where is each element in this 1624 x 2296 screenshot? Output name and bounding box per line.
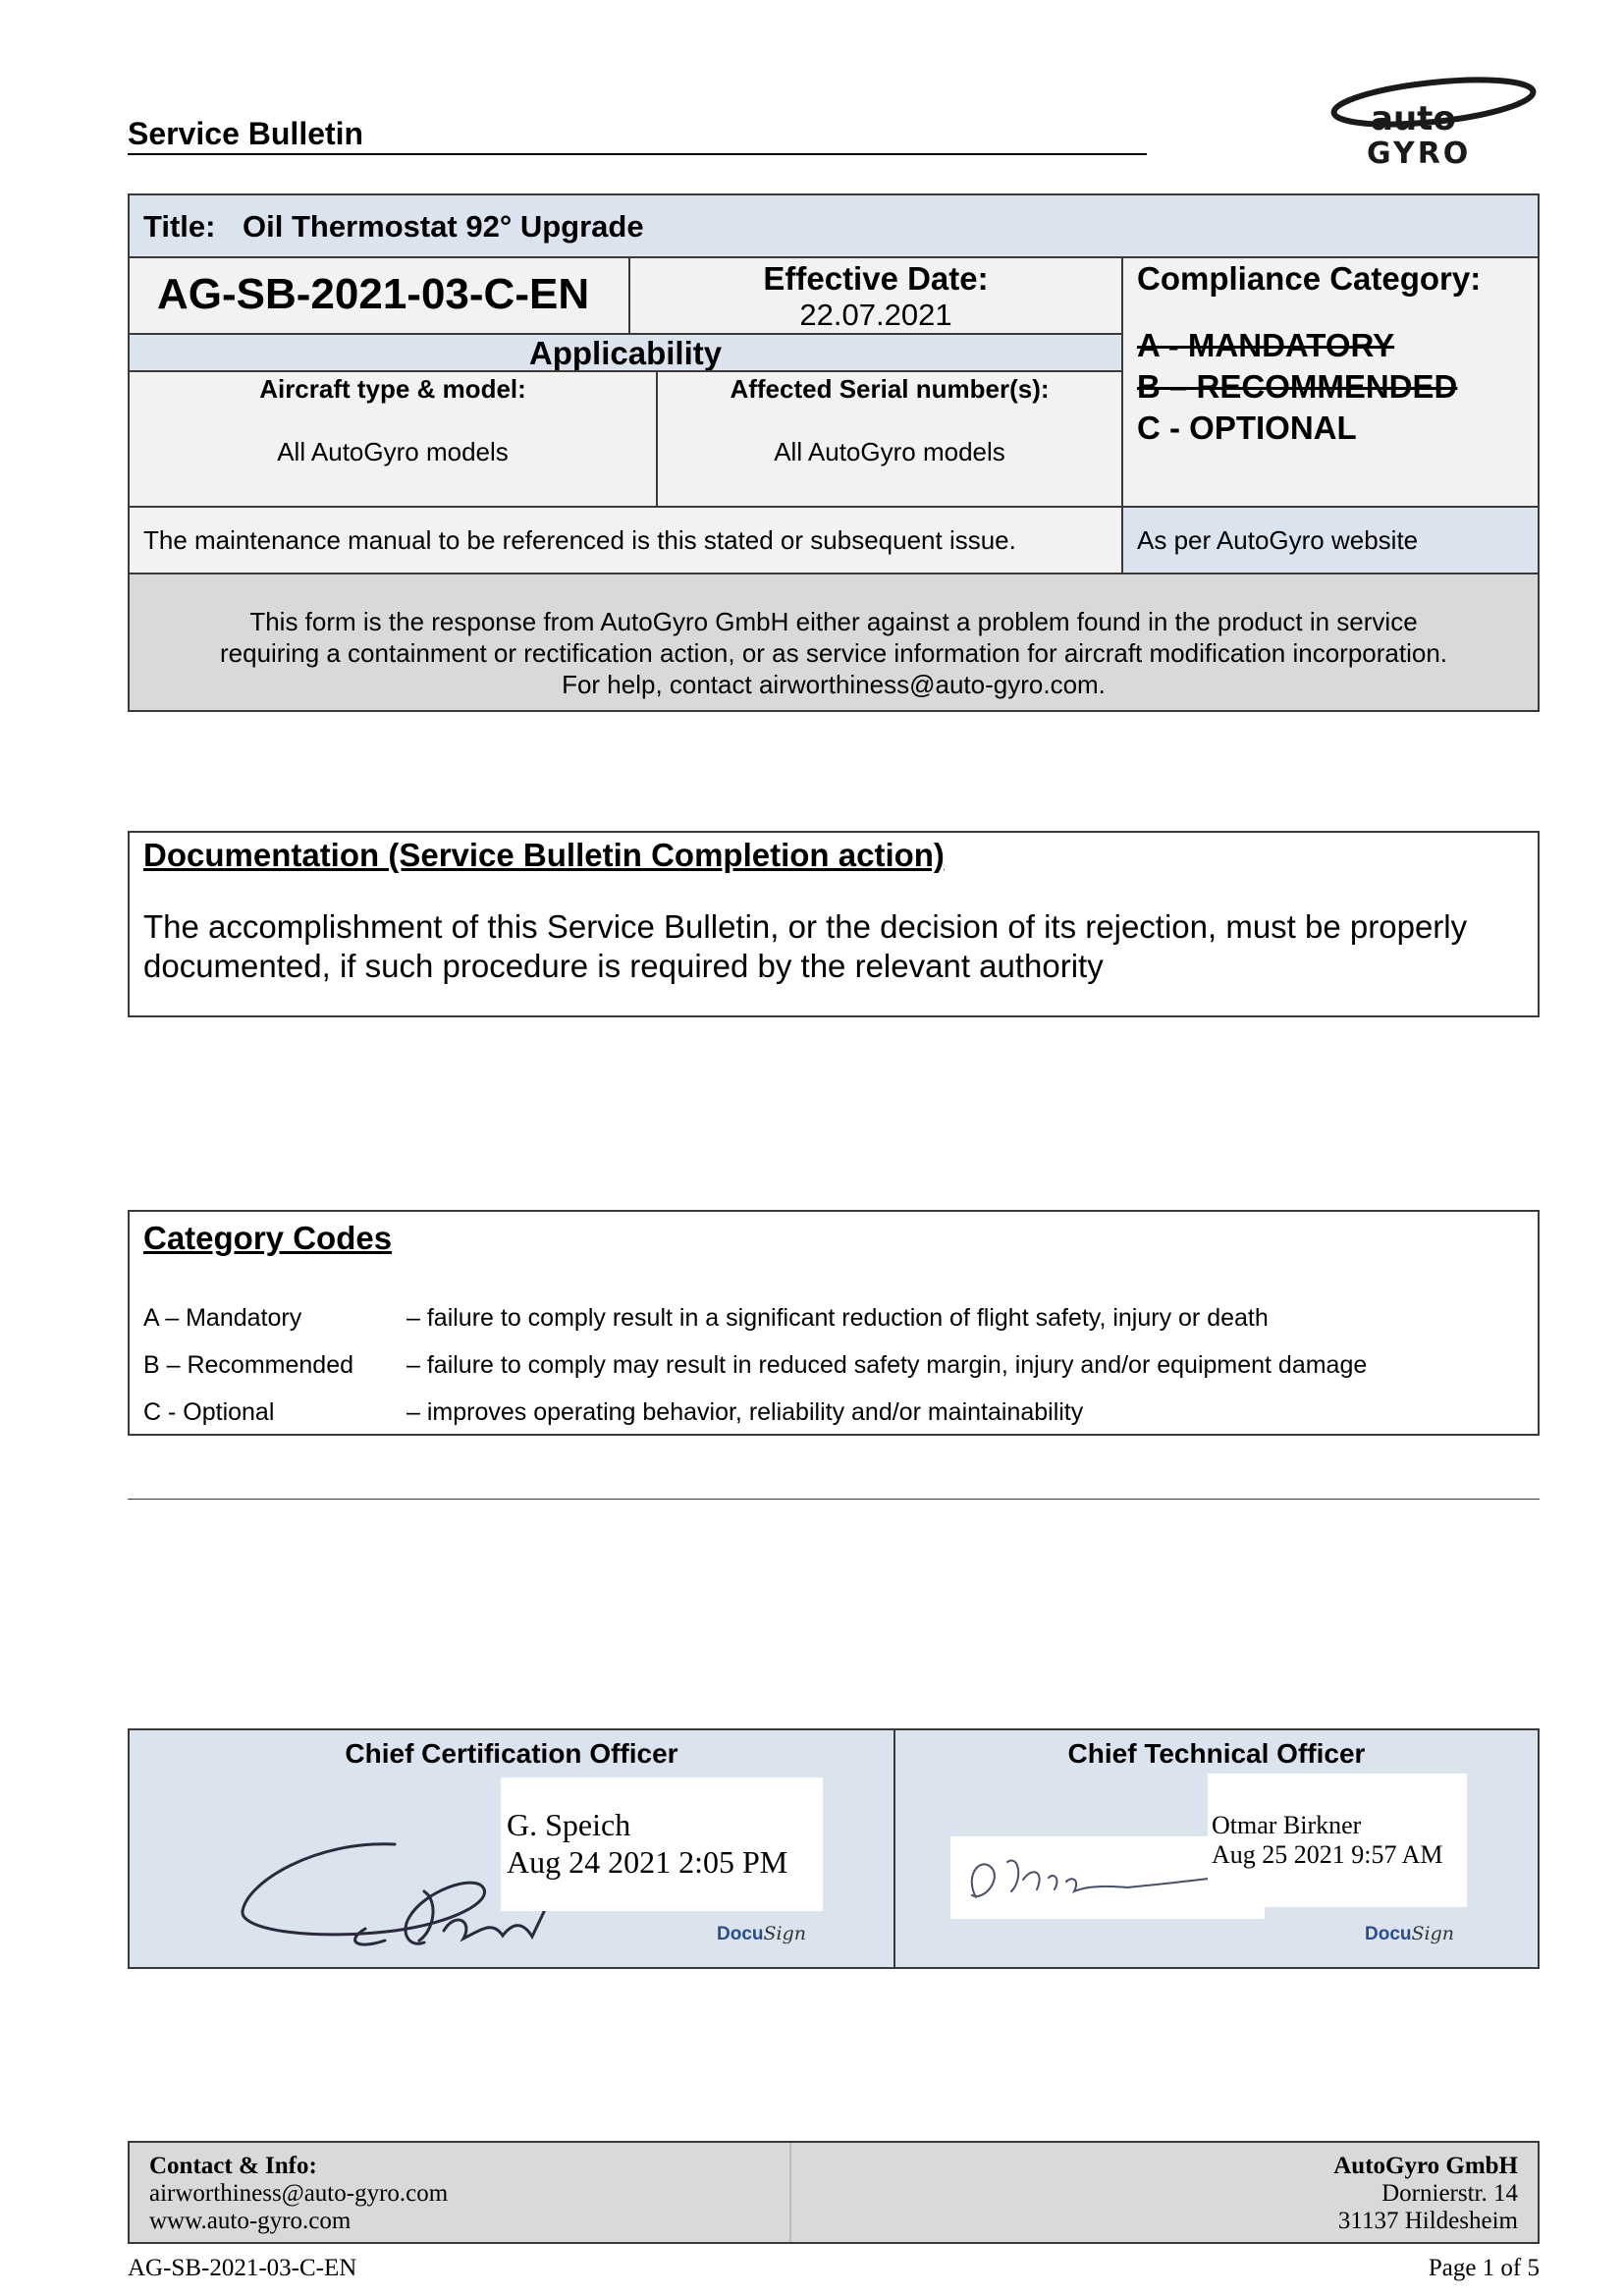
cco-signature-stamp <box>501 1777 823 1911</box>
bulletin-number-cell <box>130 258 628 333</box>
category-desc-c: – improves operating behavior, reliability and/or maintainability <box>406 1398 1084 1426</box>
footer-contact-box <box>128 2141 1540 2244</box>
page-number: Page 1 of 5 <box>1428 2255 1540 2281</box>
category-desc-b: – failure to comply may result in reduced safety margin, injury and/or equipment damage <box>406 1351 1368 1379</box>
manual-ref: As per AutoGyro website <box>1137 525 1419 555</box>
compliance-category-cell <box>1123 258 1538 506</box>
category-code-b: B – Recommended <box>143 1351 354 1379</box>
manual-note-cell <box>130 508 1121 573</box>
documentation-text-2: documented, if such procedure is required by the relevant authority <box>143 948 1104 984</box>
aircraft-type-cell <box>130 372 656 506</box>
title-label: Title: <box>143 209 216 244</box>
contact-email: airworthiness@auto-gyro.com <box>149 2180 449 2207</box>
aircraft-type-value: All AutoGyro models <box>277 437 509 466</box>
manual-note: The maintenance manual to be referenced is this stated or subsequent issue. <box>143 525 1016 555</box>
bulletin-info-table <box>128 193 1540 712</box>
effective-date: 22.07.2021 <box>799 298 952 332</box>
cco-role: Chief Certification Officer <box>345 1738 678 1769</box>
cto-docusign-icon: DocuSign <box>1365 1923 1454 1944</box>
autogyro-logo <box>1327 73 1542 167</box>
compliance-label: Compliance Category: <box>1137 260 1482 297</box>
category-code-c: C - Optional <box>143 1398 275 1426</box>
compliance-option-b: B – RECOMMENDED <box>1137 368 1458 405</box>
title-row <box>130 195 1538 256</box>
manual-ref-cell <box>1123 508 1538 573</box>
company-street: Dornierstr. 14 <box>1381 2180 1518 2207</box>
serial-number-cell <box>658 372 1121 506</box>
bulletin-title: Oil Thermostat 92° Upgrade <box>243 209 644 244</box>
form-note <box>130 574 1538 710</box>
svg-text:GYRO: GYRO <box>1367 137 1472 167</box>
documentation-text-1: The accomplishment of this Service Bulletin, or the decision of its rejection, must be properly <box>143 908 1468 945</box>
page-title: Service Bulletin <box>128 116 364 151</box>
compliance-option-c: C - OPTIONAL <box>1137 410 1357 446</box>
company-city: 31137 Hildesheim <box>1337 2208 1518 2234</box>
cto-role: Chief Technical Officer <box>1067 1738 1366 1769</box>
serial-number-label: Affected Serial number(s): <box>730 374 1050 404</box>
form-note-line-2: requiring a containment or rectification action, or as service information for aircraft modification incorporation. <box>219 638 1448 668</box>
serial-number-value: All AutoGyro models <box>774 437 1005 466</box>
company-name: AutoGyro GmbH <box>1333 2153 1518 2179</box>
documentation-section <box>128 831 1540 1017</box>
category-code-a: A – Mandatory <box>143 1304 302 1332</box>
aircraft-type-label: Aircraft type & model: <box>259 374 526 404</box>
cto-date: Aug 25 2021 9:57 AM <box>1212 1840 1443 1869</box>
cco-docusign-icon: DocuSign <box>717 1923 806 1944</box>
form-note-line-1: This form is the response from AutoGyro GmbH either against a problem found in the product in service <box>249 607 1418 636</box>
cco-date: Aug 24 2021 2:05 PM <box>507 1844 788 1880</box>
footer-doc-number: AG-SB-2021-03-C-EN <box>128 2255 357 2281</box>
header-underline <box>128 153 1147 155</box>
applicability-header <box>130 335 1121 370</box>
applicability-label: Applicability <box>528 335 723 371</box>
cto-signature-stamp <box>1208 1774 1467 1907</box>
svg-text:auto: auto <box>1371 99 1456 138</box>
effective-date-cell <box>630 258 1121 333</box>
cto-name: Otmar Birkner <box>1212 1811 1362 1839</box>
category-desc-a: – failure to comply result in a significant reduction of flight safety, injury or death <box>406 1304 1269 1332</box>
documentation-heading: Documentation (Service Bulletin Completion action) <box>143 837 945 873</box>
cco-name: G. Speich <box>507 1807 631 1842</box>
category-codes-heading: Category Codes <box>143 1220 393 1256</box>
form-note-line-3: For help, contact airworthiness@auto-gyro.com. <box>562 670 1106 699</box>
category-codes-section <box>128 1210 1540 1436</box>
compliance-option-a: A - MANDATORY <box>1137 327 1395 363</box>
contact-website: www.auto-gyro.com <box>149 2208 352 2234</box>
contact-label: Contact & Info: <box>149 2153 317 2179</box>
section-divider <box>128 1499 1540 1500</box>
signature-section <box>128 1728 1540 1969</box>
effective-date-label: Effective Date: <box>763 260 989 297</box>
bulletin-number: AG-SB-2021-03-C-EN <box>157 270 590 318</box>
